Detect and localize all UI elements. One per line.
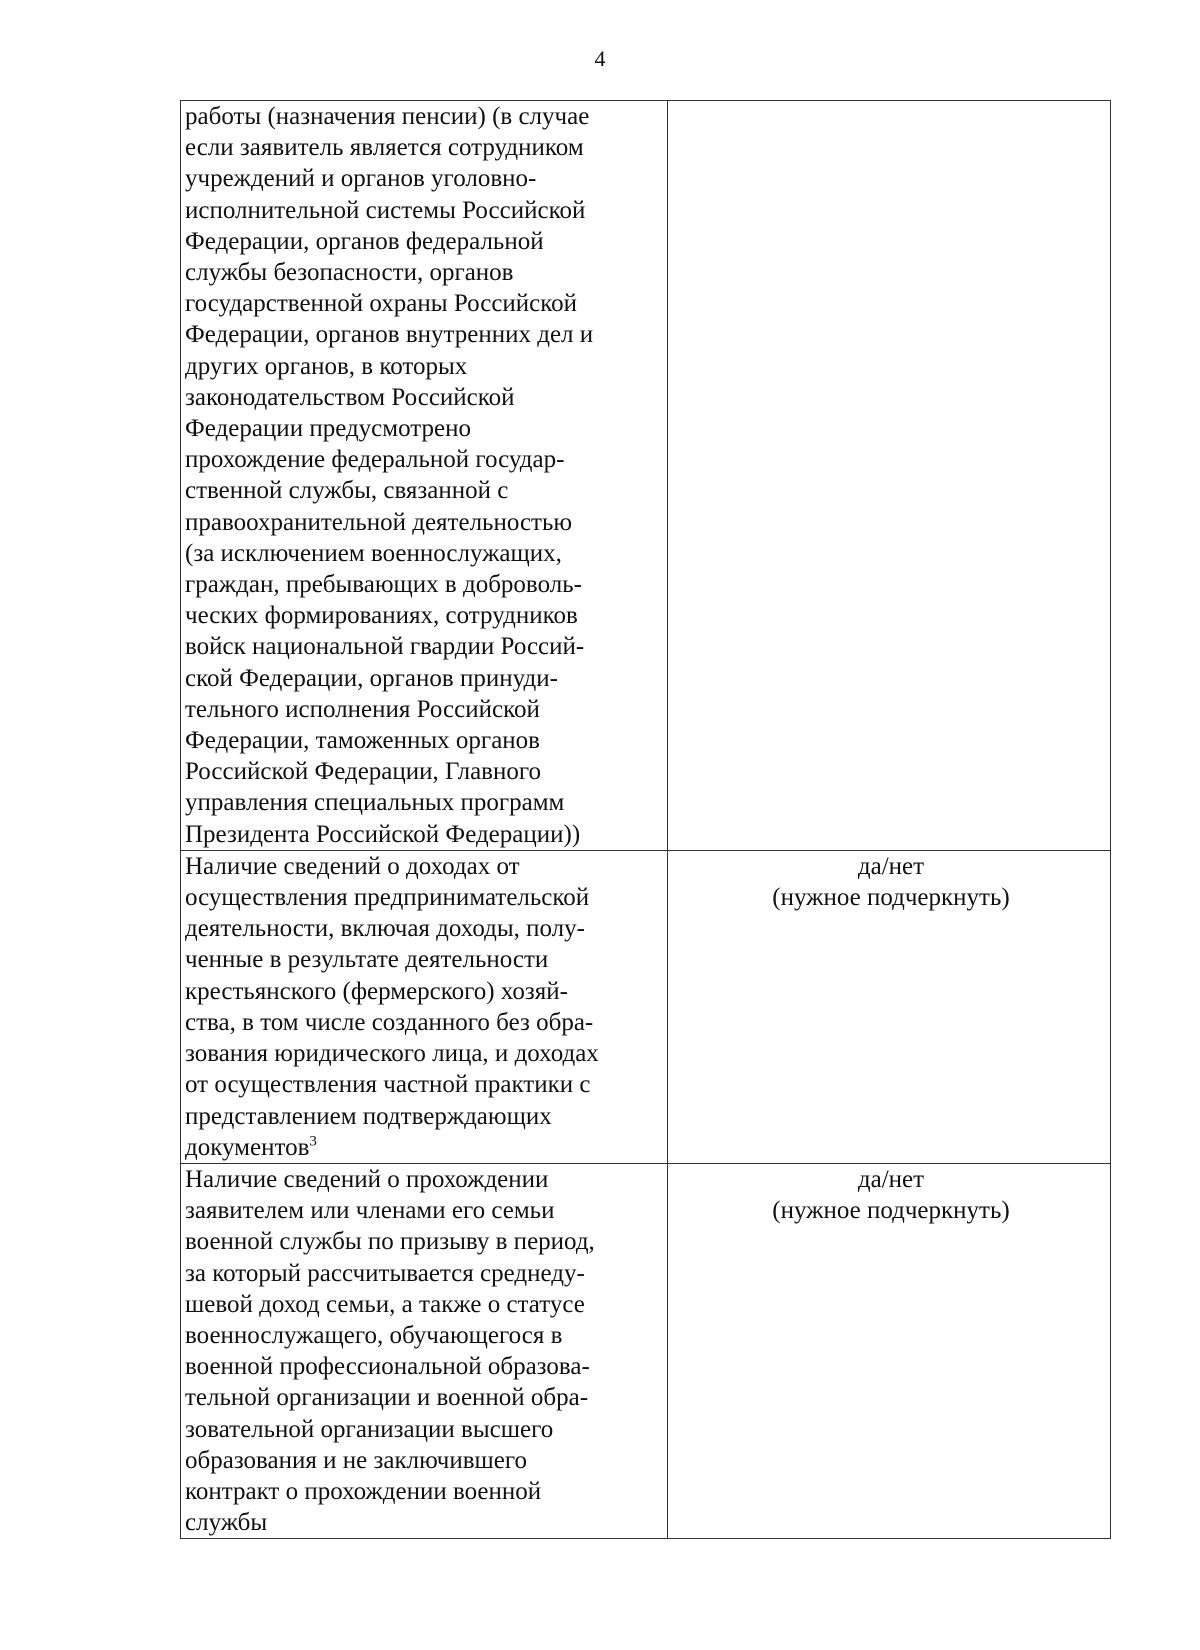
cell-text-line: ческих формированиях, сотрудников (185, 602, 578, 630)
cell-text-line: Наличие сведений о доходах от (185, 852, 520, 880)
page-number: 4 (594, 46, 606, 71)
cell-text-line: законодательством Российской (185, 383, 515, 411)
row-1-description (181, 101, 668, 851)
table-row (181, 850, 1111, 1163)
cell-text-line: крестьянского (фермерского) хозяй- (185, 977, 568, 1005)
row-2-description (181, 850, 668, 1163)
cell-text-line: службы безопасности, органов (185, 259, 514, 287)
row-2-answer-hint: (нужное подчеркнуть) (772, 884, 1010, 912)
cell-text-line: шевой доход семьи, а также о статусе (185, 1290, 585, 1318)
cell-text-line: других органов, в которых (185, 352, 468, 380)
cell-text-line: документов$^3$ (185, 1133, 317, 1161)
footnote-mark: 3 (309, 1133, 317, 1150)
cell-text-line: службы (185, 1509, 268, 1537)
cell-text-line: военнослужащего, обучающегося в (185, 1321, 563, 1349)
cell-text-line: ства, в том числе созданного без обра- (185, 1008, 594, 1036)
cell-text-line: исполнительной системы Российской (185, 196, 586, 224)
cell-text-line: Федерации, органов федеральной (185, 227, 544, 255)
application-table (180, 100, 1111, 1539)
cell-text-line: войск национальной гвардии Россий- (185, 633, 585, 661)
cell-text-line: военной профессиональной образова- (185, 1353, 590, 1381)
cell-text-line: государственной охраны Российской (185, 290, 578, 318)
row-2-answer-yes-no: да/нет (857, 852, 925, 880)
cell-text-line: осуществления предпринимательской (185, 884, 590, 912)
row-1-answer-cell (668, 101, 1111, 851)
cell-text-line: учреждений и органов уголовно- (185, 165, 537, 193)
row-2-lines (185, 851, 667, 1163)
cell-text-line: ской Федерации, органов принуди- (185, 664, 558, 692)
cell-text-line: ственной службы, связанной с (185, 477, 509, 505)
cell-text-line: зовательной организации высшего (185, 1415, 554, 1443)
cell-text-line: тельной организации и военной обра- (185, 1384, 589, 1412)
row-3-answer-yes-no: да/нет (857, 1165, 925, 1193)
table-row (181, 101, 1111, 851)
cell-text-line: контракт о прохождении военной (185, 1477, 542, 1505)
cell-text-line: граждан, пребывающих в доброволь- (185, 571, 582, 599)
cell-text-line: прохождение федеральной государ- (185, 446, 565, 474)
row-2-answer-cell (668, 850, 1111, 1163)
cell-text-line: деятельности, включая доходы, полу- (185, 915, 585, 943)
cell-text-line: Президента Российской Федерации)) (185, 820, 581, 848)
cell-text-line: военной службы по призыву в период, (185, 1228, 595, 1256)
cell-text-line: образования и не заключившего (185, 1446, 528, 1474)
cell-text-line: правоохранительной деятельностью (185, 508, 573, 536)
cell-text-line: тельного исполнения Российской (185, 695, 540, 723)
cell-text-line: ченные в результате деятельности (185, 946, 549, 974)
row-3-answer-hint: (нужное подчеркнуть) (772, 1197, 1010, 1225)
row-3-answer-cell (668, 1163, 1111, 1538)
cell-text-line: если заявитель является сотрудником (185, 134, 584, 162)
cell-text-line: зования юридического лица, и доходах (185, 1040, 599, 1068)
cell-text-line: управления специальных программ (185, 789, 565, 817)
cell-text-line: Наличие сведений о прохождении (185, 1165, 549, 1193)
row-3-lines (185, 1164, 667, 1538)
cell-text-line: Федерации предусмотрено (185, 415, 471, 443)
cell-text-line: за который рассчитывается среднеду- (185, 1259, 585, 1287)
cell-text-line: Федерации, органов внутренних дел и (185, 321, 594, 349)
cell-text-line: представлением подтверждающих (185, 1102, 552, 1130)
row-1-lines (185, 101, 667, 850)
cell-text-line: Федерации, таможенных органов (185, 727, 540, 755)
cell-text-line: от осуществления частной практики с (185, 1071, 591, 1099)
row-3-description (181, 1163, 668, 1538)
cell-text-line: (за исключением военнослужащих, (185, 539, 562, 567)
cell-text-line: заявителем или членами его семьи (185, 1197, 555, 1225)
table-row (181, 1163, 1111, 1538)
cell-text-line: Российской Федерации, Главного (185, 758, 541, 786)
cell-text-line: работы (назначения пенсии) (в случае (185, 103, 590, 130)
